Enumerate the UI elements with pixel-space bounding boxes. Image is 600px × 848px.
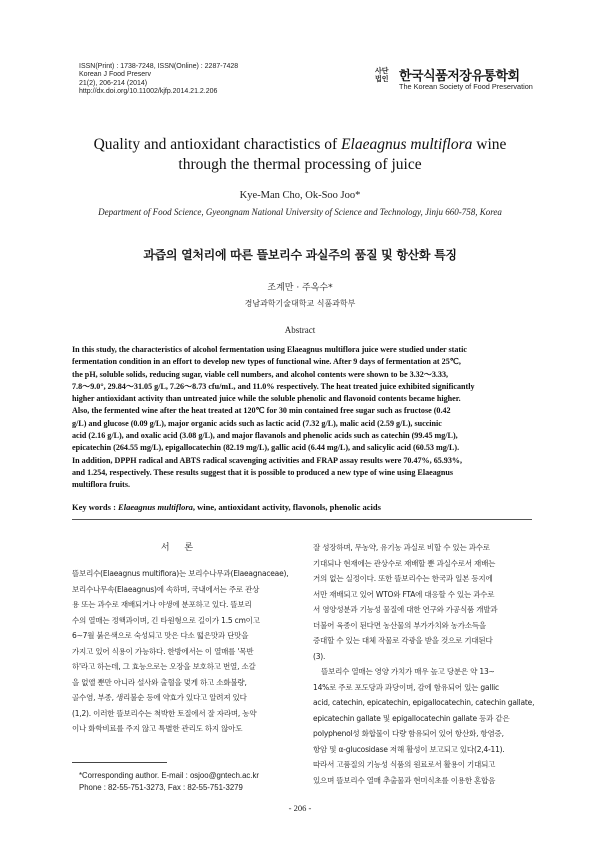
footnote-rule	[72, 762, 167, 763]
abstract-line: multiflora fruits.	[72, 480, 130, 490]
keywords-species: Elaeagnus multiflora	[118, 502, 193, 512]
body-line: 잘 성장하며, 무농약, 유기농 과실로 비할 수 있는 과수로	[313, 543, 490, 552]
abstract-line: epicatechin (264.55 mg/L), epigallocatechin (82.19 mg/L), gallic acid (6.44 mg/L), and salicylic acid (60.53 mg/L).	[72, 443, 460, 453]
body-line: 뜰보리수 열매는 영양 가치가 매우 높고 당분은 약 13∼	[321, 667, 495, 676]
body-line: 수의 열매는 정핵과이며, 긴 타원형으로 길이가 1.5 cm이고	[72, 615, 260, 625]
abstract-heading: Abstract	[284, 325, 316, 335]
journal-name: Korean J Food Preserv	[79, 71, 151, 79]
footnote-contact: Phone : 82-55-751-3273, Fax : 82-55-751-3279	[79, 783, 243, 792]
page-number: - 206 -	[288, 803, 312, 813]
abstract-line: 7.8～9.0°, 29.84～31.05 g/L, 7.26～8.73 cfu/mL, and 11.0% respectively. The heat treated juice exhibited significantly	[72, 381, 475, 391]
society-english-name: The Korean Society of Food Preservation	[399, 82, 533, 91]
society-mark: 사단 법인	[375, 67, 389, 83]
abstract-line: higher antioxidant activity than untreated juice while the soluble phenolic and flavonoid contents became higher.	[72, 394, 461, 404]
body-line: 증대할 수 있는 대체 작물로 각광을 받을 것으로 기대된다	[313, 636, 493, 645]
footnote-author: *Corresponding author. E-mail : osjoo@gntech.ac.kr	[79, 771, 259, 780]
body-line: 하'라고 하는데, 그 효능으로는 오장을 보호하고 번열, 소갈	[72, 662, 256, 671]
volume-text: 21(2), 206-214 (2014)	[79, 79, 148, 87]
keywords	[72, 502, 532, 512]
title-part2: wine	[472, 136, 507, 153]
journal-meta	[79, 63, 238, 97]
korean-affiliation: 경남과학기술대학교 식품과학부	[244, 299, 356, 308]
body-line: 용 또는 과수로 재배되거나 야생에 분포하고 있다. 뜰보리	[72, 600, 252, 609]
abstract-line: fermentation condition in an effort to develop new types of functional wine. After 9 days of fermentation at 25℃,	[72, 357, 461, 367]
paper-title	[50, 135, 550, 175]
body-line: 서만 재배되고 있어 WTO와 FTA에 대응할 수 있는 과수로	[313, 589, 495, 599]
body-line: (3).	[313, 651, 326, 661]
abstract-line: In addition, DPPH radical and ABTS radical scavenging activities and FRAP assay results were 70.47%, 65.93%,	[72, 455, 463, 465]
body-line: 따라서 고품질의 기능성 식품의 원료로서 활용이 기대되고	[313, 760, 496, 769]
abstract-line: and 1.254, respectively. These results suggest that it is possible to produced a new type of wine using Elaeagnus	[72, 467, 453, 477]
abstract-line: acid (2.16 g/L), and oxalic acid (3.08 g/L), and major flavanols and phenolic acids such as catechin (99.45 mg/L),	[72, 431, 458, 441]
left-column	[72, 566, 288, 737]
korean-authors: 조계만 · 주옥수*	[267, 283, 333, 293]
issn-text: ISSN(Print) : 1738-7248, ISSN(Online) : 2287-7428	[79, 63, 239, 70]
body-line: 더불어 육종이 된다면 농산물의 부가가치와 농가소득을	[313, 620, 486, 630]
body-line: 6∼7월 붉은색으로 숙성되고 맛은 다소 떫은맛과 단맛을	[72, 631, 249, 640]
body-line: 항암 및 α-glucosidase 저해 활성이 보고되고 있다(2,4-11).	[313, 744, 505, 754]
body-line: (1,2). 이러한 뜰보리수는 척박한 토질에서 잘 자라며, 농약	[72, 708, 257, 718]
body-line: 있으며 뜰보리수 열매 추출물과 현미식초를 이용한 혼합음	[313, 775, 496, 785]
society-logo	[375, 64, 535, 94]
body-line: 14%로 주로 포도당과 과당이며, 감에 함유되어 있는 gallic	[313, 682, 499, 692]
body-line: 이나 화학비료를 주지 않고 특별한 관리도 하지 않아도	[72, 724, 243, 733]
body-line: 기대되나 현재에는 관상수로 재배할 뿐 과실수로서 재배는	[313, 558, 496, 568]
abstract-line: Also, the fermented wine after the heat treated at 120℃ for 30 min contained free sugar such as fructose (0.42	[72, 406, 451, 416]
intro-heading: 서 론	[160, 543, 200, 553]
title-part1: Quality and antioxidant charactistics of	[93, 136, 342, 153]
korean-title: 과즙의 열처리에 따른 뜰보리수 과실주의 품질 및 항산화 특징	[143, 248, 457, 262]
keywords-list: , wine, antioxidant activity, flavonols, phenolic acids	[192, 502, 381, 512]
authors: Kye-Man Cho, Ok-Soo Joo*	[239, 190, 361, 201]
body-line: 거의 없는 실정이다. 또한 뜰보리수는 한국과 일본 등지에	[313, 574, 493, 583]
right-column	[313, 540, 535, 788]
body-line: polyphenol성 화합물이 다량 함유되어 있어 항산화, 항염증,	[313, 729, 504, 738]
body-line: epicatechin gallate 및 epigallocatechin gallate 등과 같은	[313, 713, 510, 723]
title-species: Elaeagnus multiflora	[341, 136, 473, 153]
section-divider	[72, 519, 532, 520]
body-line: 뜰보리수(Elaeagnus multiflora)는 보리수나무과(Elaeagnaceae),	[72, 569, 289, 578]
abstract-line: the pH, soluble solids, reducing sugar, viable cell numbers, and alcohol contents were shown to be 3.32～3.33,	[72, 369, 449, 379]
doi-link[interactable]: http://dx.doi.org/10.11002/kjfp.2014.21.2.206	[79, 88, 218, 96]
body-line: 서 영양성분과 기능성 물질에 대한 연구와 가공식품 개발과	[313, 605, 498, 614]
body-line: 가지고 있어 식용이 가능하다. 한방에서는 이 열매를 '목반	[72, 646, 254, 656]
body-line: 보리수나무속(Elaeagnus)에 속하며, 국내에서는 주로 관상	[72, 584, 260, 594]
abstract-body	[72, 344, 532, 492]
footnote	[79, 770, 259, 794]
society-korean-name: 한국식품저장유통학회	[399, 69, 520, 84]
abstract-line: g/L) and glucose (0.09 g/L), major organic acids such as lactic acid (7.32 g/L), malic acid (2.59 g/L), succinic	[72, 418, 442, 428]
keywords-label: Key words :	[72, 502, 116, 512]
body-line: 골수염, 부종, 생리불순 등에 약효가 있다고 알려져 있다	[72, 693, 247, 702]
abstract-line: In this study, the characteristics of alcohol fermentation using Elaeagnus multiflora juice were studied under static	[72, 345, 467, 354]
body-line: 을 없앨 뿐만 아니라 설사와 출혈을 멎게 하고 소화불량,	[72, 677, 247, 687]
body-line: acid, catechin, epicatechin, epigallocatechin, catechin gallate,	[313, 698, 535, 707]
title-line2: through the thermal processing of juice	[178, 156, 422, 173]
affiliation: Department of Food Science, Gyeongnam National University of Science and Technology, Jinju 660-758, Korea	[98, 207, 502, 217]
